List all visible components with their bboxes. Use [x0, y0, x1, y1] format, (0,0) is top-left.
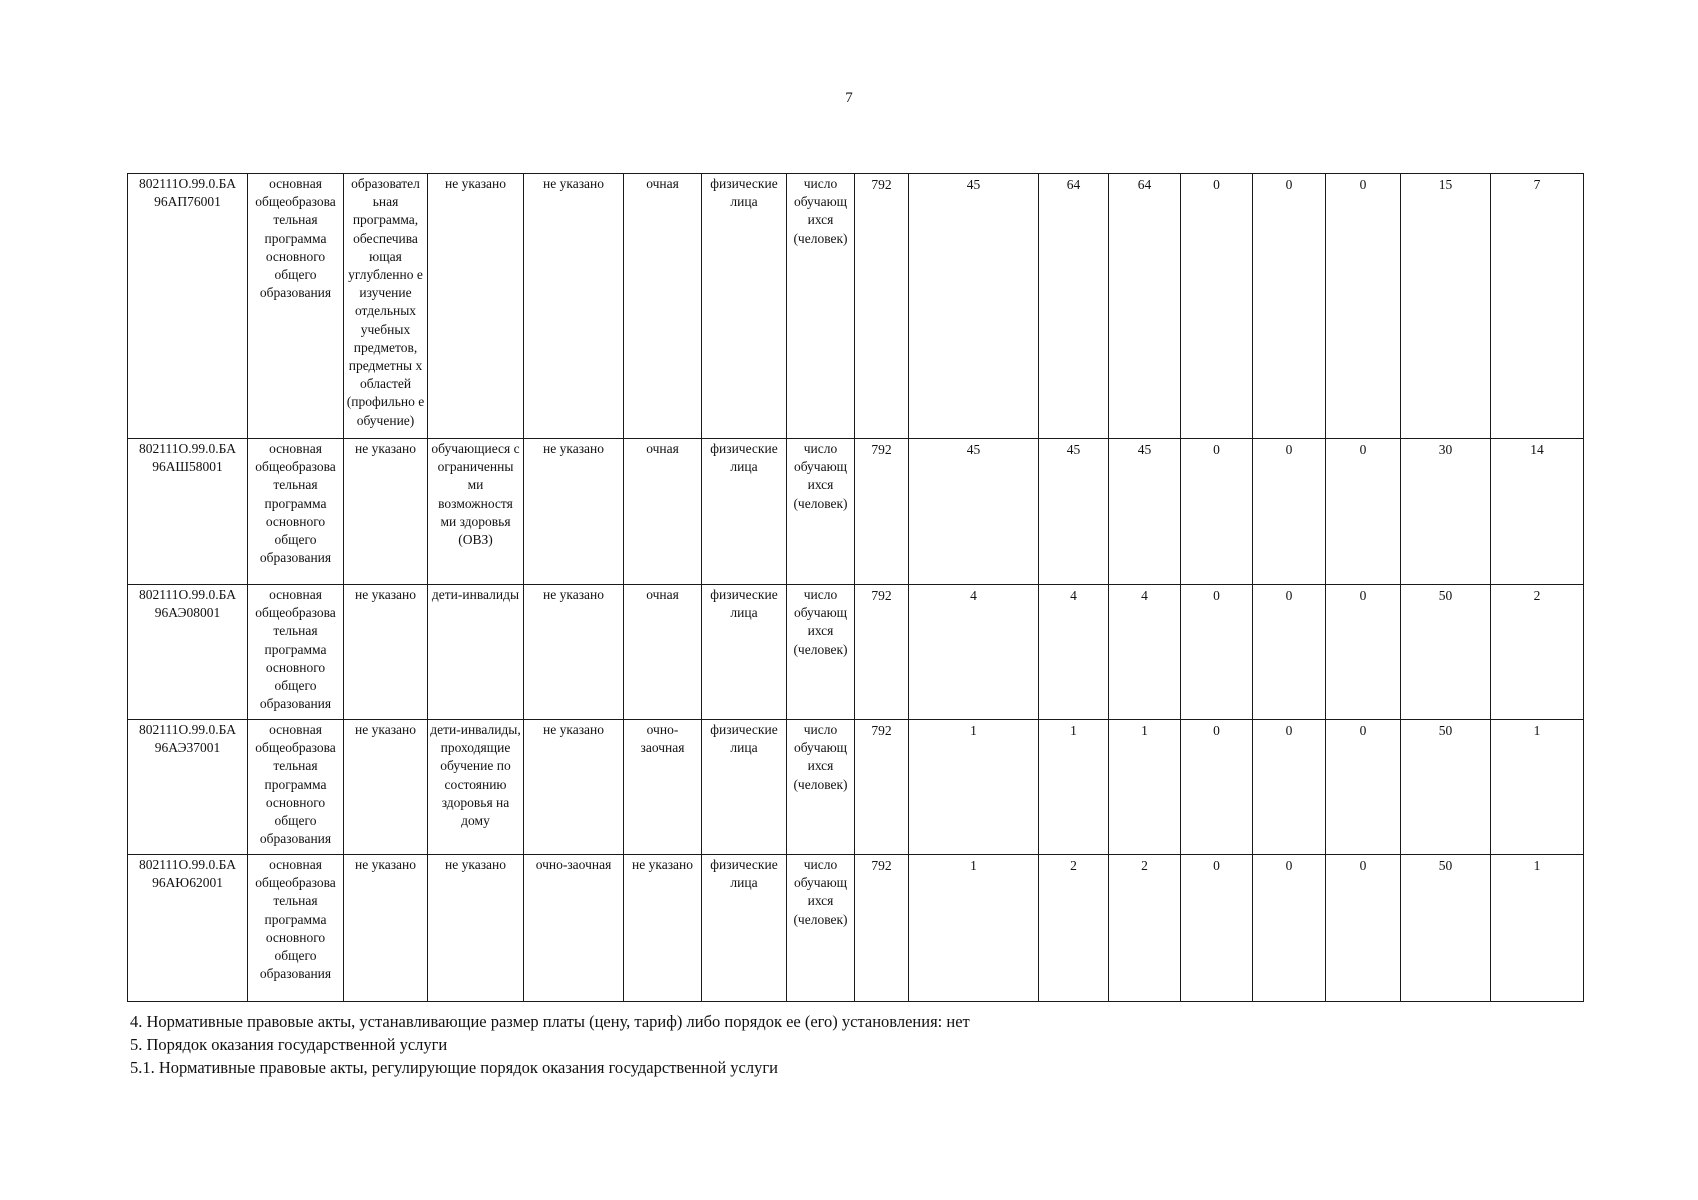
registry-number-cell: 802111О.99.0.БА 96АЮ62001 [128, 855, 248, 1002]
indicator-name-cell: число обучающ ихся (человек) [787, 174, 855, 439]
approved-value-cell: 45 [909, 439, 1039, 585]
deviation-2-cell: 0 [1253, 720, 1326, 855]
program-type-cell: не указано [344, 855, 428, 1002]
approved-value-cell: 1 [909, 720, 1039, 855]
place-cell: не указано [524, 720, 624, 855]
actual-value-2-cell: 1 [1109, 720, 1181, 855]
student-category-cell: не указано [428, 174, 524, 439]
registry-number-cell: 802111О.99.0.БА 96АЭ37001 [128, 720, 248, 855]
consumer-category-cell: физические лица [702, 855, 787, 1002]
program-cell: основная общеобразова тельная программа основного общего образования [248, 439, 344, 585]
deviation-2-cell: 0 [1253, 585, 1326, 720]
deviation-1-cell: 0 [1181, 174, 1253, 439]
program-type-cell: не указано [344, 585, 428, 720]
place-cell: не указано [524, 174, 624, 439]
actual-value-cell: 2 [1039, 855, 1109, 1002]
program-type-cell: не указано [344, 439, 428, 585]
allowed-deviation-cell: 15 [1401, 174, 1491, 439]
deviation-2-cell: 0 [1253, 439, 1326, 585]
program-type-cell: образовател ьная программа, обеспечива ющая углубленно е изучение отдельных учебных предметов, предметны х областей (профильно е обучение) [344, 174, 428, 439]
consumer-category-cell: физические лица [702, 585, 787, 720]
student-category-cell: дети-инвалиды, проходящие обучение по состоянию здоровья на дому [428, 720, 524, 855]
form-cell: очная [624, 174, 702, 439]
actual-value-cell: 4 [1039, 585, 1109, 720]
services-table [127, 173, 1584, 1002]
indicator-name-cell: число обучающ ихся (человек) [787, 855, 855, 1002]
deviation-3-cell: 0 [1326, 439, 1401, 585]
table-row [128, 720, 1584, 855]
okei-code-cell: 792 [855, 585, 909, 720]
program-cell: основная общеобразова тельная программа основного общего образования [248, 855, 344, 1002]
program-cell: основная общеобразова тельная программа основного общего образования [248, 174, 344, 439]
student-category-cell: обучающиеся с ограниченны ми возможностя ми здоровья (ОВЗ) [428, 439, 524, 585]
actual-value-cell: 64 [1039, 174, 1109, 439]
approved-value-cell: 45 [909, 174, 1039, 439]
consumer-category-cell: физические лица [702, 439, 787, 585]
allowed-deviation-cell: 50 [1401, 585, 1491, 720]
allowed-deviation-cell: 30 [1401, 439, 1491, 585]
actual-value-2-cell: 4 [1109, 585, 1181, 720]
allowed-deviation-cell: 50 [1401, 720, 1491, 855]
registry-number-cell: 802111О.99.0.БА 96АП76001 [128, 174, 248, 439]
student-category-cell: дети-инвалиды [428, 585, 524, 720]
consumer-category-cell: физические лица [702, 174, 787, 439]
indicator-name-cell: число обучающ ихся (человек) [787, 720, 855, 855]
actual-value-2-cell: 64 [1109, 174, 1181, 439]
actual-value-2-cell: 45 [1109, 439, 1181, 585]
deviation-3-cell: 0 [1326, 585, 1401, 720]
consumer-category-cell: физические лица [702, 720, 787, 855]
deviation-1-cell: 0 [1181, 439, 1253, 585]
deviation-value-cell: 1 [1491, 720, 1584, 855]
okei-code-cell: 792 [855, 174, 909, 439]
registry-number-cell: 802111О.99.0.БА 96АЭ08001 [128, 585, 248, 720]
approved-value-cell: 1 [909, 855, 1039, 1002]
deviation-3-cell: 0 [1326, 855, 1401, 1002]
form-cell: очная [624, 585, 702, 720]
approved-value-cell: 4 [909, 585, 1039, 720]
registry-number-cell: 802111О.99.0.БА 96АШ58001 [128, 439, 248, 585]
program-cell: основная общеобразова тельная программа основного общего образования [248, 720, 344, 855]
place-cell: не указано [524, 439, 624, 585]
deviation-2-cell: 0 [1253, 855, 1326, 1002]
student-category-cell: не указано [428, 855, 524, 1002]
deviation-value-cell: 7 [1491, 174, 1584, 439]
form-cell: не указано [624, 855, 702, 1002]
actual-value-cell: 45 [1039, 439, 1109, 585]
note-payment-acts: 4. Нормативные правовые акты, устанавливающие размер платы (цену, тариф) либо порядок ее (его) установления: нет [130, 1012, 970, 1031]
form-cell: очная [624, 439, 702, 585]
note-regulating-acts: 5.1. Нормативные правовые акты, регулирующие порядок оказания государственной услуги [130, 1058, 778, 1077]
okei-code-cell: 792 [855, 855, 909, 1002]
table-row [128, 855, 1584, 1002]
place-cell: не указано [524, 585, 624, 720]
notes [130, 1010, 970, 1079]
allowed-deviation-cell: 50 [1401, 855, 1491, 1002]
okei-code-cell: 792 [855, 439, 909, 585]
deviation-3-cell: 0 [1326, 174, 1401, 439]
table-row [128, 174, 1584, 439]
table-row [128, 585, 1584, 720]
program-cell: основная общеобразова тельная программа основного общего образования [248, 585, 344, 720]
deviation-1-cell: 0 [1181, 585, 1253, 720]
deviation-value-cell: 1 [1491, 855, 1584, 1002]
form-cell: очно-заочная [624, 720, 702, 855]
place-cell: очно-заочная [524, 855, 624, 1002]
deviation-value-cell: 2 [1491, 585, 1584, 720]
note-service-procedure: 5. Порядок оказания государственной услуги [130, 1035, 448, 1054]
deviation-3-cell: 0 [1326, 720, 1401, 855]
actual-value-cell: 1 [1039, 720, 1109, 855]
page-number: 7 [845, 90, 853, 106]
deviation-1-cell: 0 [1181, 855, 1253, 1002]
actual-value-2-cell: 2 [1109, 855, 1181, 1002]
program-type-cell: не указано [344, 720, 428, 855]
deviation-2-cell: 0 [1253, 174, 1326, 439]
table-row [128, 439, 1584, 585]
indicator-name-cell: число обучающ ихся (человек) [787, 585, 855, 720]
okei-code-cell: 792 [855, 720, 909, 855]
deviation-value-cell: 14 [1491, 439, 1584, 585]
deviation-1-cell: 0 [1181, 720, 1253, 855]
indicator-name-cell: число обучающ ихся (человек) [787, 439, 855, 585]
